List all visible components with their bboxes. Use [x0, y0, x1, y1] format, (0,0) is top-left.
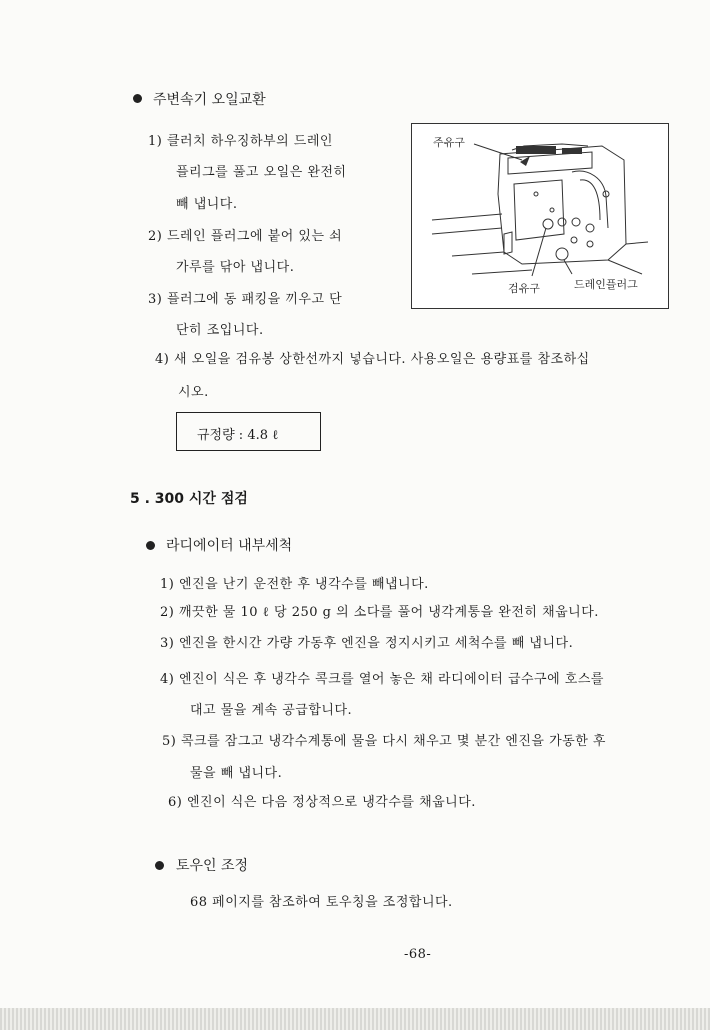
capacity-spec-box	[176, 412, 321, 451]
oil-step-3-cont: 단히 조입니다.	[176, 323, 264, 338]
oil-step-3: 3) 플러그에 동 패킹을 끼우고 단	[148, 292, 343, 307]
figure-label-fill-port: 주유구	[433, 136, 465, 149]
radiator-step-3: 3) 엔진을 한시간 가량 가동후 엔진을 정지시키고 세척수를 빼 냅니다.	[160, 636, 574, 651]
toe-in-title: 토우인 조정	[176, 858, 249, 874]
radiator-step-2: 2) 깨끗한 물 10 ℓ 당 250 g 의 소다를 풀어 냉각계통을 완전히 채웁니다.	[160, 605, 599, 620]
radiator-cleaning-title: 라디에이터 내부세척	[166, 538, 293, 554]
bullet-icon	[133, 94, 142, 103]
oil-step-1: 1) 클러치 하우징하부의 드레인	[148, 134, 333, 149]
radiator-step-5-cont: 물을 빼 냅니다.	[190, 766, 283, 781]
radiator-step-6: 6) 엔진이 식은 다음 정상적으로 냉각수를 채웁니다.	[168, 795, 476, 810]
oil-step-4-cont: 시오.	[178, 385, 209, 400]
capacity-spec: 규정량 : 4.8 ℓ	[197, 428, 279, 443]
toe-in-text: 68 페이지를 참조하여 토우칭을 조정합니다.	[190, 895, 453, 910]
oil-step-1-cont2: 빼 냅니다.	[176, 197, 238, 212]
oil-step-1-cont: 플리그를 풀고 오일은 완전히	[176, 165, 347, 180]
transmission-figure	[411, 123, 669, 309]
section-5-heading: 5 . 300 시간 점검	[130, 491, 248, 507]
oil-step-2-cont: 가루를 닦아 냅니다.	[176, 260, 295, 275]
bullet-icon	[155, 861, 164, 870]
oil-step-4: 4) 새 오일을 검유봉 상한선까지 넣습니다. 사용오일은 용량표를 참조하십	[155, 352, 590, 367]
scan-edge-strip	[0, 1008, 710, 1030]
section-title-oil-change: 주변속기 오일교환	[153, 92, 266, 108]
figure-label-oil-gauge: 검유구	[508, 282, 540, 295]
radiator-step-1: 1) 엔진을 난기 운전한 후 냉각수를 빼냅니다.	[160, 577, 429, 592]
radiator-step-4-cont: 대고 물을 계속 공급합니다.	[190, 703, 353, 718]
page-number: -68-	[404, 947, 432, 962]
bullet-icon	[146, 541, 155, 550]
figure-label-drain-plug: 드레인플러그	[574, 278, 638, 291]
radiator-step-5: 5) 콕크를 잠그고 냉각수계통에 물을 다시 채우고 몇 분간 엔진을 가동한 후	[162, 734, 606, 749]
radiator-step-4: 4) 엔진이 식은 후 냉각수 콕크를 열어 놓은 채 라디에이터 급수구에 호스를	[160, 672, 604, 687]
oil-step-2: 2) 드레인 플러그에 붙어 있는 쇠	[148, 229, 343, 244]
